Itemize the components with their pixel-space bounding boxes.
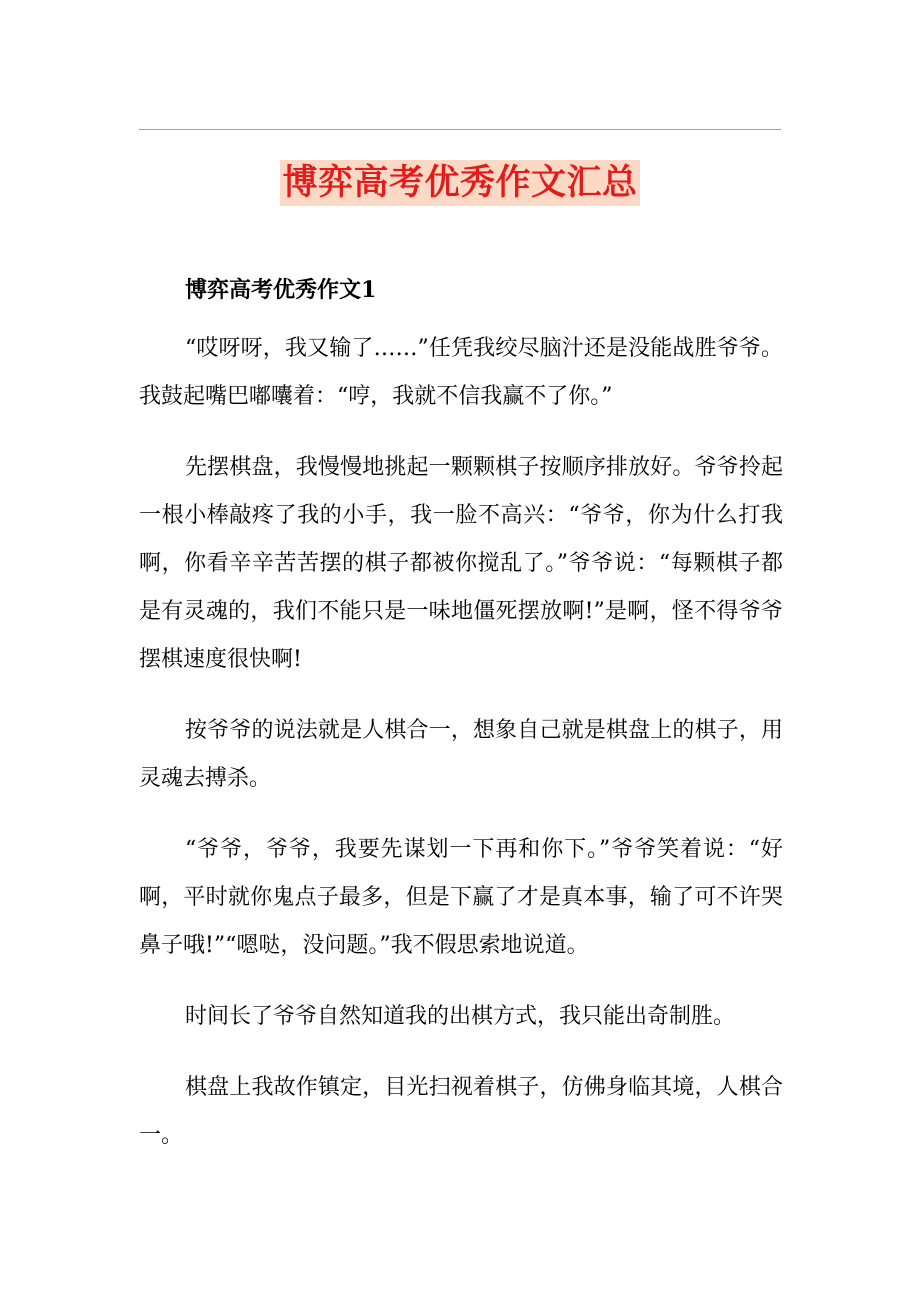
document-body <box>139 266 783 1183</box>
header-rule <box>139 129 781 130</box>
paragraph-1: “哎呀呀，我又输了……”任凭我绞尽脑汁还是没能战胜爷爷。我鼓起嘴巴嘟囔着：“哼，我就不信我赢不了你。” <box>139 336 783 409</box>
paragraph-6: 棋盘上我故作镇定，目光扫视着棋子，仿佛身临其境，人棋合一。 <box>139 1075 783 1148</box>
document-title: 博弈高考优秀作文汇总 <box>280 160 639 206</box>
paragraph-4: “爷爷，爷爷，我要先谋划一下再和你下。”爷爷笑着说：“好啊，平时就你鬼点子最多，但是下赢了才是真本事，输了可不许哭鼻子哦!”“嗯哒，没问题。”我不假思索地说道。 <box>139 837 783 958</box>
title-container <box>0 160 920 206</box>
section-heading: 博弈高考优秀作文1 <box>185 277 377 303</box>
paragraph-3: 按爷爷的说法就是人棋合一，想象自己就是棋盘上的棋子，用灵魂去搏杀。 <box>139 718 783 791</box>
paragraph-2: 先摆棋盘，我慢慢地挑起一颗颗棋子按顺序排放好。爷爷拎起一根小棒敲疼了我的小手，我一脸不高兴：“爷爷，你为什么打我啊，你看辛辛苦苦摆的棋子都被你搅乱了。”爷爷说：“每颗棋子都是有灵魂的，我们不能只是一味地僵死摆放啊!”是啊，怪不得爷爷摆棋速度很快啊! <box>139 455 783 672</box>
paragraph-5: 时间长了爷爷自然知道我的出棋方式，我只能出奇制胜。 <box>185 1004 736 1029</box>
